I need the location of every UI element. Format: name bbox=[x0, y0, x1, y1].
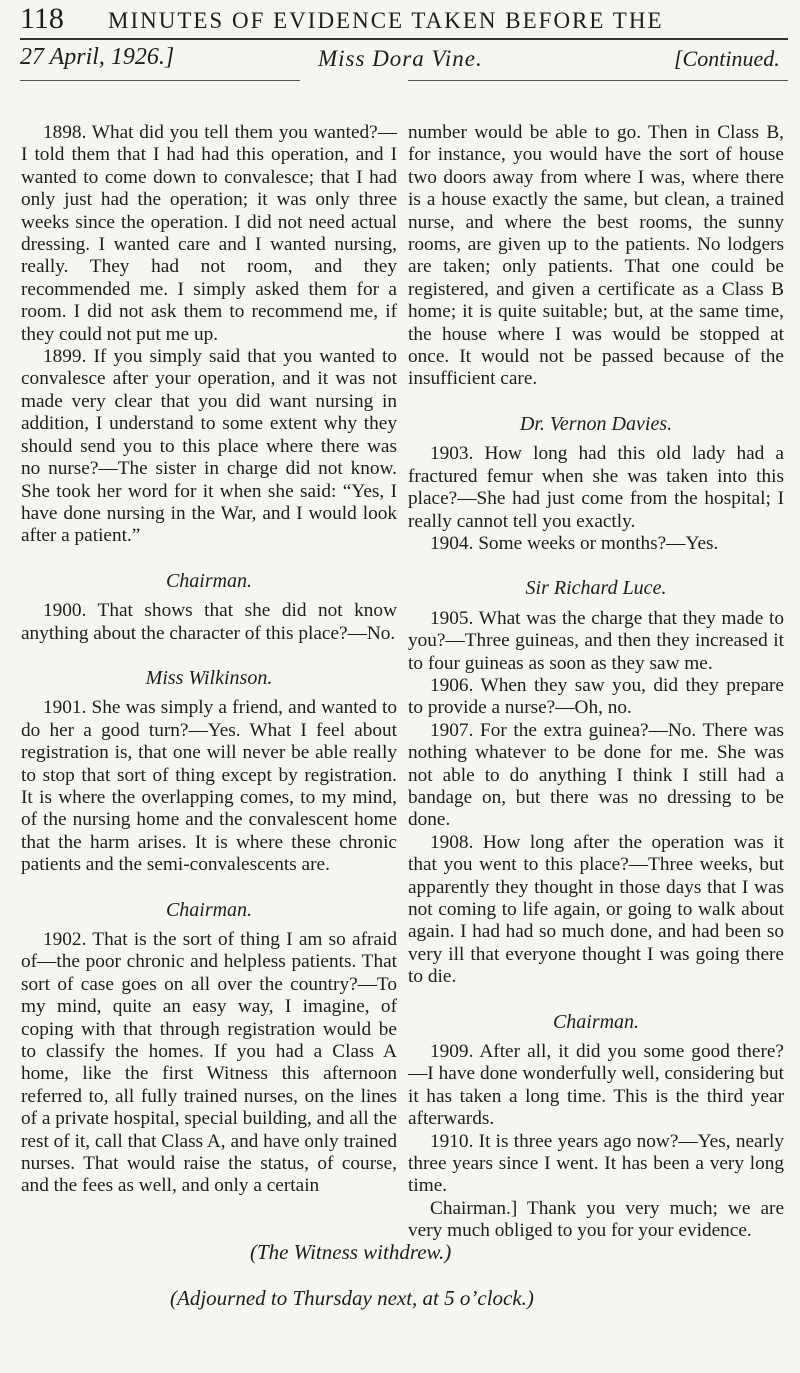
page-number: 118 bbox=[20, 2, 64, 35]
right-column bbox=[408, 122, 784, 1243]
question-paragraph: 1903. How long had this old lady had a fractured femur when she was taken into this place?—She had just come from the hospital; I really cannot tell you exactly. bbox=[408, 443, 784, 532]
witness-withdrew-note: (The Witness withdrew.) bbox=[250, 1240, 452, 1264]
running-head: MINUTES OF EVIDENCE TAKEN BEFORE THE bbox=[108, 8, 664, 33]
speaker-heading: Chairman. bbox=[165, 898, 253, 921]
divider-left bbox=[20, 80, 300, 81]
page-header bbox=[0, 0, 800, 120]
question-paragraph: 1899. If you simply said that you wanted to convalesce after your operation, and it was not made very clear that you did want nursing in addition, I understand to some extent why they should send you to this place where there was no nurse?—The sister in charge did not know. She took her word for it when she said: “Yes, I have done nursing in the War, and I would look after a patient.” bbox=[21, 346, 397, 547]
speaker-heading: Chairman. bbox=[552, 1010, 640, 1033]
question-paragraph: 1907. For the extra guinea?—No. There was nothing whatever to be done for me. She was not able to do anything I think I still had a bandage on, but there was no dressing to be done. bbox=[408, 719, 784, 831]
question-paragraph: 1900. That shows that she did not know anything about the character of this place?—No. bbox=[21, 600, 397, 644]
question-paragraph: 1902. That is the sort of thing I am so afraid of—the poor chronic and helpless patients. That sort of case goes on all over the country?—To my mind, quite an easy way, I imagine, of coping with that through registration would be to classify the homes. If you had a Class A home, like the first Witness this afternoon referred to, all fully trained nurses, on the lines of a private hospital, special building, and all the rest of it, call that Class A, and have only trained nurses. That would raise the status, of course, and the fees as well, and only a certain bbox=[21, 929, 397, 1197]
continued-label: [Continued. bbox=[674, 46, 780, 71]
question-paragraph: 1898. What did you tell them you wanted?—I told them that I had had this operation, and I wanted to come down to convalesce; that I had only just had the operation; it was only three weeks since the operation. I did not need actual dressing. I wanted care and I wanted nursing, really. They had not room, and they recommended me. I simply asked them for a room. I did not ask them to recommend me, if they could not put me up. bbox=[21, 122, 397, 345]
question-paragraph: 1908. How long after the operation was it that you went to this place?—Three weeks, but apparently they thought in those days that I was not coming to life again, or going to walk about again. I had had so much done, and had been so very ill that everyone thought I was going there to die. bbox=[408, 831, 784, 988]
speaker-heading: Chairman. bbox=[165, 569, 253, 592]
adjournment-note: (Adjourned to Thursday next, at 5 o’clock.) bbox=[170, 1286, 534, 1310]
session-date: 27 April, 1926.] bbox=[20, 44, 175, 70]
speaker-heading: Sir Richard Luce. bbox=[525, 577, 667, 600]
header-rule bbox=[20, 38, 788, 40]
question-paragraph: 1906. When they saw you, did they prepare to provide a nurse?—Oh, no. bbox=[408, 674, 784, 719]
left-column bbox=[21, 122, 397, 1198]
question-paragraph: 1905. What was the charge that they made to you?—Three guineas, and then they increased it to four guineas as soon as they saw me. bbox=[408, 607, 784, 674]
question-paragraph: 1901. She was simply a friend, and wanted to do her a good turn?—Yes. What I feel about registration is, that one will never be able really to stop that sort of thing except by registration. It is where the overlapping comes, to my mind, of the nursing home and the convalescent home that the harm arises. It is where these chronic patients and the semi-convalescents are. bbox=[21, 697, 397, 876]
question-paragraph: number would be able to go. Then in Class B, for instance, you would have the sort of house two doors away from where I was, where there is a house exactly the same, but clean, a trained nurse, and where the best rooms, the sunny rooms, are given up to the patients. No lodgers are taken; only patients. That one could be registered, and given a certificate as a Class B home; it is quite suitable; but, at the same time, the house where I was would be stopped at once. It would not be passed because of the insufficient care. bbox=[408, 122, 784, 390]
speaker-heading: Dr. Vernon Davies. bbox=[519, 412, 673, 435]
divider-right bbox=[408, 80, 788, 81]
witness-name: Miss Dora Vine. bbox=[318, 46, 483, 71]
question-paragraph: 1904. Some weeks or months?—Yes. bbox=[430, 532, 719, 554]
question-paragraph: Chairman.] Thank you very much; we are very much obliged to you for your evidence. bbox=[408, 1197, 784, 1242]
question-paragraph: 1910. It is three years ago now?—Yes, nearly three years since I went. It has been a very long time. bbox=[408, 1130, 784, 1197]
speaker-heading: Miss Wilkinson. bbox=[145, 666, 273, 689]
question-paragraph: 1909. After all, it did you some good there?—I have done wonderfully well, considering but it has taken a long time. This is the third year afterwards. bbox=[408, 1041, 784, 1130]
